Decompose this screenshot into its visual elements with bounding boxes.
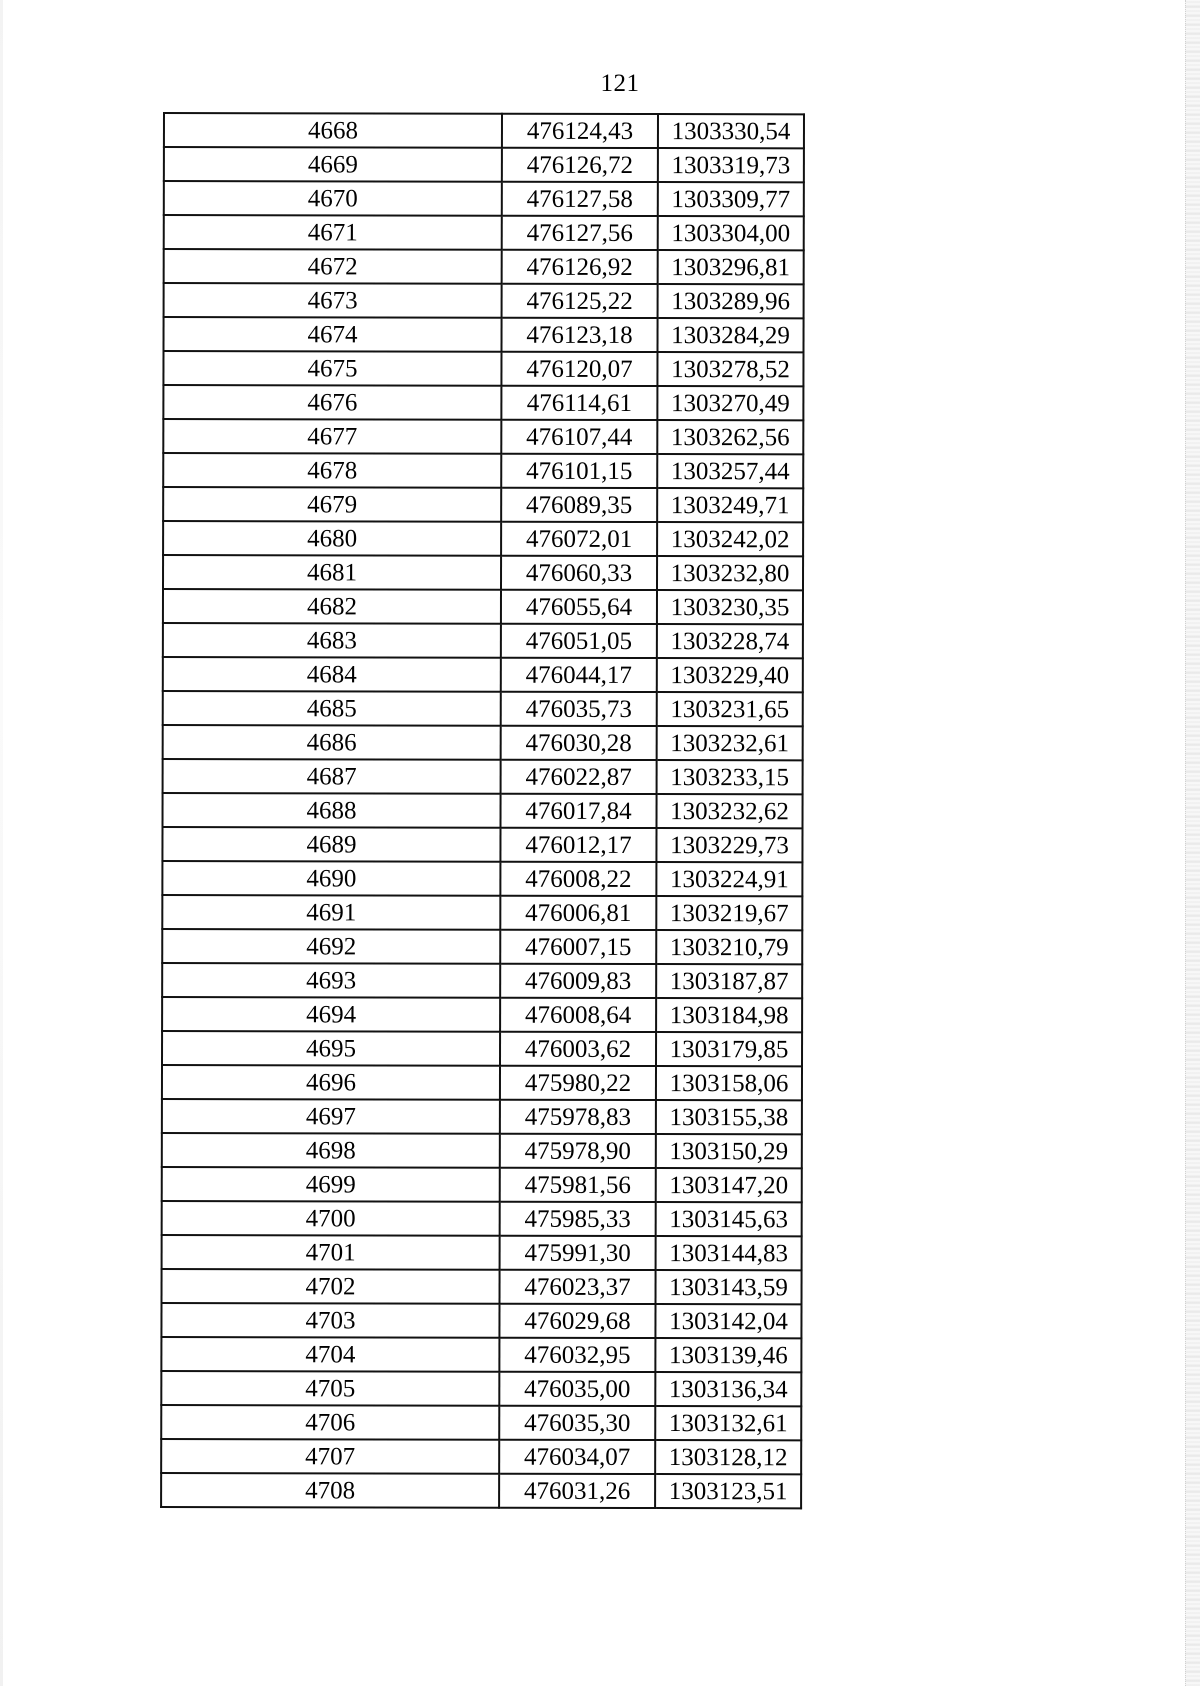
table-row (163, 453, 803, 488)
y-coordinate-cell: 1303309,77 (658, 182, 804, 216)
x-coordinate-cell: 476125,22 (502, 284, 658, 318)
y-coordinate-cell: 1303144,83 (656, 1236, 802, 1270)
table-row (163, 759, 803, 794)
table-row (161, 1303, 801, 1338)
x-coordinate-cell: 476008,22 (500, 862, 656, 896)
point-number-cell: 4698 (162, 1133, 500, 1168)
point-number-cell: 4670 (164, 181, 502, 216)
table-row (164, 215, 804, 250)
point-number-cell: 4677 (163, 419, 501, 454)
coordinates-table-body (161, 113, 804, 1508)
table-row (162, 997, 802, 1032)
point-number-cell: 4679 (163, 487, 501, 522)
y-coordinate-cell: 1303150,29 (656, 1134, 802, 1168)
table-row (163, 385, 803, 420)
table-row (162, 1167, 802, 1202)
table-row (163, 691, 803, 726)
x-coordinate-cell: 476035,00 (499, 1372, 655, 1406)
point-number-cell: 4688 (163, 793, 501, 828)
table-row (162, 1133, 802, 1168)
y-coordinate-cell: 1303232,80 (657, 556, 803, 590)
y-coordinate-cell: 1303145,63 (656, 1202, 802, 1236)
x-coordinate-cell: 476009,83 (500, 964, 656, 998)
point-number-cell: 4707 (161, 1439, 499, 1474)
x-coordinate-cell: 476023,37 (500, 1270, 656, 1304)
scan-right-edge (1185, 0, 1200, 1686)
scan-left-edge (0, 0, 3, 1686)
y-coordinate-cell: 1303270,49 (657, 386, 803, 420)
point-number-cell: 4685 (163, 691, 501, 726)
y-coordinate-cell: 1303123,51 (655, 1474, 801, 1508)
point-number-cell: 4687 (163, 759, 501, 794)
table-row (162, 1065, 802, 1100)
table-row (163, 725, 803, 760)
y-coordinate-cell: 1303228,74 (657, 624, 803, 658)
table-row (162, 1099, 802, 1134)
point-number-cell: 4703 (161, 1303, 499, 1338)
y-coordinate-cell: 1303219,67 (656, 896, 802, 930)
point-number-cell: 4668 (164, 113, 502, 148)
x-coordinate-cell: 476035,73 (501, 692, 657, 726)
point-number-cell: 4706 (161, 1405, 499, 1440)
y-coordinate-cell: 1303232,62 (657, 794, 803, 828)
y-coordinate-cell: 1303262,56 (657, 420, 803, 454)
x-coordinate-cell: 476055,64 (501, 590, 657, 624)
x-coordinate-cell: 476031,26 (499, 1474, 655, 1508)
point-number-cell: 4708 (161, 1473, 499, 1508)
y-coordinate-cell: 1303147,20 (656, 1168, 802, 1202)
x-coordinate-cell: 476060,33 (501, 556, 657, 590)
x-coordinate-cell: 476123,18 (501, 318, 657, 352)
x-coordinate-cell: 475985,33 (500, 1202, 656, 1236)
point-number-cell: 4681 (163, 555, 501, 590)
x-coordinate-cell: 476008,64 (500, 998, 656, 1032)
y-coordinate-cell: 1303304,00 (658, 216, 804, 250)
x-coordinate-cell: 476029,68 (499, 1304, 655, 1338)
point-number-cell: 4700 (162, 1201, 500, 1236)
x-coordinate-cell: 476126,72 (502, 148, 658, 182)
table-row (164, 181, 804, 216)
y-coordinate-cell: 1303229,40 (657, 658, 803, 692)
table-row (163, 657, 803, 692)
table-row (164, 283, 804, 318)
table-row (162, 1235, 802, 1270)
y-coordinate-cell: 1303158,06 (656, 1066, 802, 1100)
table-row (163, 487, 803, 522)
table-row (161, 1405, 801, 1440)
y-coordinate-cell: 1303132,61 (655, 1406, 801, 1440)
x-coordinate-cell: 476034,07 (499, 1440, 655, 1474)
y-coordinate-cell: 1303319,73 (658, 148, 804, 182)
point-number-cell: 4697 (162, 1099, 500, 1134)
point-number-cell: 4674 (163, 317, 501, 352)
y-coordinate-cell: 1303284,29 (657, 318, 803, 352)
table-row (162, 827, 802, 862)
y-coordinate-cell: 1303210,79 (656, 930, 802, 964)
point-number-cell: 4671 (164, 215, 502, 250)
x-coordinate-cell: 476101,15 (501, 454, 657, 488)
x-coordinate-cell: 476089,35 (501, 488, 657, 522)
point-number-cell: 4692 (162, 929, 500, 964)
point-number-cell: 4696 (162, 1065, 500, 1100)
point-number-cell: 4682 (163, 589, 501, 624)
coordinates-table (160, 112, 805, 1509)
y-coordinate-cell: 1303249,71 (657, 488, 803, 522)
table-row (163, 555, 803, 590)
table-row (163, 317, 803, 352)
x-coordinate-cell: 476127,56 (502, 216, 658, 250)
point-number-cell: 4683 (163, 623, 501, 658)
point-number-cell: 4686 (163, 725, 501, 760)
table-row (163, 521, 803, 556)
point-number-cell: 4702 (162, 1269, 500, 1304)
table-row (161, 1371, 801, 1406)
table-row (163, 589, 803, 624)
table-row (162, 1031, 802, 1066)
x-coordinate-cell: 476120,07 (501, 352, 657, 386)
table-row (163, 419, 803, 454)
y-coordinate-cell: 1303289,96 (658, 284, 804, 318)
table-row (161, 1439, 801, 1474)
table-row (162, 1269, 802, 1304)
point-number-cell: 4699 (162, 1167, 500, 1202)
y-coordinate-cell: 1303184,98 (656, 998, 802, 1032)
point-number-cell: 4690 (162, 861, 500, 896)
table-row (162, 895, 802, 930)
table-row (162, 1201, 802, 1236)
table-row (162, 929, 802, 964)
point-number-cell: 4695 (162, 1031, 500, 1066)
x-coordinate-cell: 475991,30 (500, 1236, 656, 1270)
table-row (164, 113, 804, 148)
point-number-cell: 4680 (163, 521, 501, 556)
point-number-cell: 4693 (162, 963, 500, 998)
y-coordinate-cell: 1303278,52 (657, 352, 803, 386)
x-coordinate-cell: 476072,01 (501, 522, 657, 556)
y-coordinate-cell: 1303139,46 (655, 1338, 801, 1372)
point-number-cell: 4676 (163, 385, 501, 420)
table-row (164, 147, 804, 182)
y-coordinate-cell: 1303242,02 (657, 522, 803, 556)
y-coordinate-cell: 1303229,73 (656, 828, 802, 862)
x-coordinate-cell: 475978,90 (500, 1134, 656, 1168)
table-row (161, 1337, 801, 1372)
y-coordinate-cell: 1303143,59 (656, 1270, 802, 1304)
point-number-cell: 4673 (164, 283, 502, 318)
point-number-cell: 4705 (161, 1371, 499, 1406)
x-coordinate-cell: 476044,17 (501, 658, 657, 692)
y-coordinate-cell: 1303330,54 (658, 114, 804, 148)
point-number-cell: 4691 (162, 895, 500, 930)
point-number-cell: 4675 (163, 351, 501, 386)
y-coordinate-cell: 1303257,44 (657, 454, 803, 488)
y-coordinate-cell: 1303231,65 (657, 692, 803, 726)
x-coordinate-cell: 476124,43 (502, 114, 658, 148)
x-coordinate-cell: 476107,44 (501, 420, 657, 454)
y-coordinate-cell: 1303296,81 (658, 250, 804, 284)
x-coordinate-cell: 475981,56 (500, 1168, 656, 1202)
x-coordinate-cell: 476127,58 (502, 182, 658, 216)
y-coordinate-cell: 1303224,91 (656, 862, 802, 896)
x-coordinate-cell: 476022,87 (501, 760, 657, 794)
point-number-cell: 4678 (163, 453, 501, 488)
table-row (161, 1473, 801, 1508)
x-coordinate-cell: 475980,22 (500, 1066, 656, 1100)
x-coordinate-cell: 476114,61 (501, 386, 657, 420)
x-coordinate-cell: 476035,30 (499, 1406, 655, 1440)
y-coordinate-cell: 1303187,87 (656, 964, 802, 998)
point-number-cell: 4704 (161, 1337, 499, 1372)
x-coordinate-cell: 476012,17 (500, 828, 656, 862)
table-row (163, 351, 803, 386)
table-row (162, 861, 802, 896)
x-coordinate-cell: 476003,62 (500, 1032, 656, 1066)
table-row (163, 793, 803, 828)
x-coordinate-cell: 476032,95 (499, 1338, 655, 1372)
point-number-cell: 4689 (162, 827, 500, 862)
x-coordinate-cell: 476126,92 (502, 250, 658, 284)
point-number-cell: 4694 (162, 997, 500, 1032)
x-coordinate-cell: 476030,28 (501, 726, 657, 760)
point-number-cell: 4672 (164, 249, 502, 284)
y-coordinate-cell: 1303155,38 (656, 1100, 802, 1134)
y-coordinate-cell: 1303232,61 (657, 726, 803, 760)
y-coordinate-cell: 1303128,12 (655, 1440, 801, 1474)
x-coordinate-cell: 476006,81 (500, 896, 656, 930)
y-coordinate-cell: 1303233,15 (657, 760, 803, 794)
table-row (164, 249, 804, 284)
page-number: 121 (600, 70, 640, 97)
y-coordinate-cell: 1303230,35 (657, 590, 803, 624)
table-row (163, 623, 803, 658)
x-coordinate-cell: 476007,15 (500, 930, 656, 964)
y-coordinate-cell: 1303179,85 (656, 1032, 802, 1066)
x-coordinate-cell: 475978,83 (500, 1100, 656, 1134)
y-coordinate-cell: 1303142,04 (655, 1304, 801, 1338)
x-coordinate-cell: 476051,05 (501, 624, 657, 658)
point-number-cell: 4684 (163, 657, 501, 692)
point-number-cell: 4701 (162, 1235, 500, 1270)
point-number-cell: 4669 (164, 147, 502, 182)
x-coordinate-cell: 476017,84 (501, 794, 657, 828)
y-coordinate-cell: 1303136,34 (655, 1372, 801, 1406)
table-row (162, 963, 802, 998)
